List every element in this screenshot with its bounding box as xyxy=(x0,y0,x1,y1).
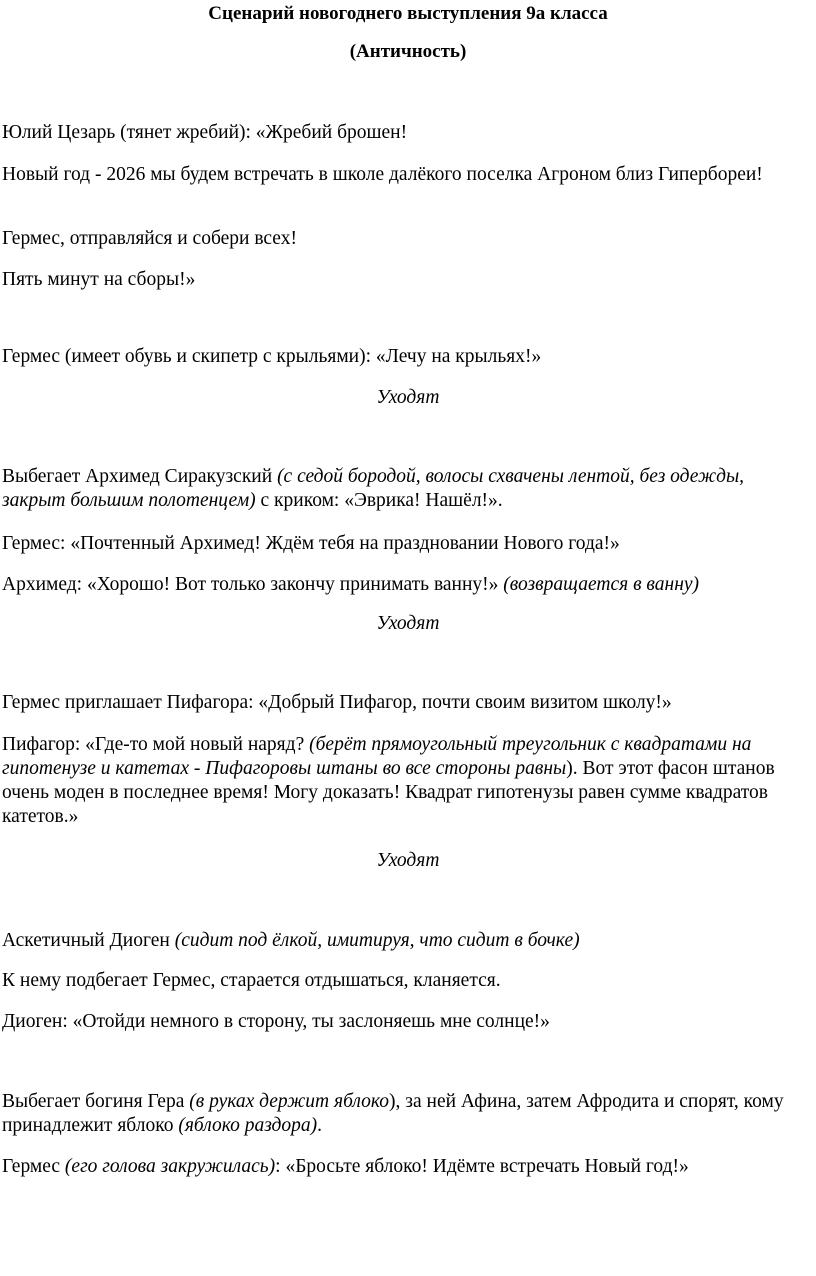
archimedes-enters-text: Выбегает Архимед Сиракузский xyxy=(2,466,278,487)
paragraph-diogenes xyxy=(2,929,810,953)
archimedes-eureka-text: с криком: «Эврика! Нашёл!». xyxy=(255,490,503,511)
hermes-final-direction: (его голова закружилась) xyxy=(64,1156,276,1177)
pythagoras-speech-start: Пифагор: «Где-то мой новый наряд? xyxy=(2,734,310,755)
paragraph-hermes-final xyxy=(2,1155,810,1179)
paragraph-hera xyxy=(2,1090,810,1138)
paragraph-hermes-invites-pythagoras: Гермес приглашает Пифагора: «Добрый Пифагор, почти своим визитом школу!» xyxy=(2,692,672,713)
pythagoras-speech-end: ). Вот этот фасон штанов очень моден в последнее время! Могу доказать! Квадрат гипотенузы равен сумме квадратов катетов.» xyxy=(2,758,775,827)
paragraph-hermes-invites-archimedes: Гермес: «Почтенный Архимед! Ждём тебя на праздновании Нового года!» xyxy=(2,533,620,554)
hera-text: Выбегает богиня Гера xyxy=(2,1091,190,1112)
diogenes-stage-direction: (сидит под ёлкой, имитируя, что сидит в бочке) xyxy=(174,930,580,951)
stage-direction-exit: Уходят xyxy=(376,387,440,408)
document-title: Сценарий новогоднего выступления 9а класса xyxy=(208,3,608,24)
document-subtitle: (Античность) xyxy=(349,41,467,62)
paragraph-caesar: Юлий Цезарь (тянет жребий): «Жребий брошен! xyxy=(2,122,408,143)
hera-stage-direction: (в руках держит яблоко xyxy=(189,1091,390,1112)
stage-direction-exit: Уходят xyxy=(376,613,440,634)
paragraph-hermes-go: Гермес, отправляйся и собери всех! xyxy=(2,228,297,249)
archimedes-bath-text: Архимед: «Хорошо! Вот только закончу принимать ванну!» xyxy=(2,574,504,595)
paragraph-five-minutes: Пять минут на сборы!» xyxy=(2,269,196,290)
hermes-final-speech: : «Бросьте яблоко! Идёмте встречать Новый год!» xyxy=(275,1156,689,1177)
paragraph-hermes-runs-up: К нему подбегает Гермес, старается отдышаться, кланяется. xyxy=(2,970,501,991)
paragraph-archimedes-bath xyxy=(2,573,810,597)
paragraph-pythagoras xyxy=(2,733,810,829)
hermes-final-name: Гермес xyxy=(2,1156,65,1177)
diogenes-text: Аскетичный Диоген xyxy=(2,930,175,951)
goddesses-argue-text: ), за ней Афина, затем Афродита и спорят, кому принадлежит яблоко xyxy=(2,1091,784,1136)
archimedes-stage-direction: (с седой бородой, волосы схвачены лентой, без одежды, закрыт большим полотенцем) xyxy=(2,466,745,511)
hera-period: . xyxy=(317,1115,323,1136)
stage-direction-exit: Уходят xyxy=(376,850,440,871)
apple-of-discord-direction: (яблоко раздора) xyxy=(178,1115,318,1136)
paragraph-hermes-wings: Гермес (имеет обувь и скипетр с крыльями): «Лечу на крыльях!» xyxy=(2,346,542,367)
paragraph-archimedes-enters xyxy=(2,465,810,513)
archimedes-bath-direction: (возвращается в ванну) xyxy=(503,574,700,595)
pythagoras-stage-direction: (берёт прямоугольный треугольник с квадратами на гипотенузе и катетах - Пифагоровы штаны во все стороны равны xyxy=(2,734,752,779)
paragraph-new-year: Новый год - 2026 мы будем встречать в школе далёкого поселка Агроном близ Гипербореи! xyxy=(2,164,763,185)
paragraph-diogenes-sun: Диоген: «Отойди немного в сторону, ты заслоняешь мне солнце!» xyxy=(2,1011,550,1032)
